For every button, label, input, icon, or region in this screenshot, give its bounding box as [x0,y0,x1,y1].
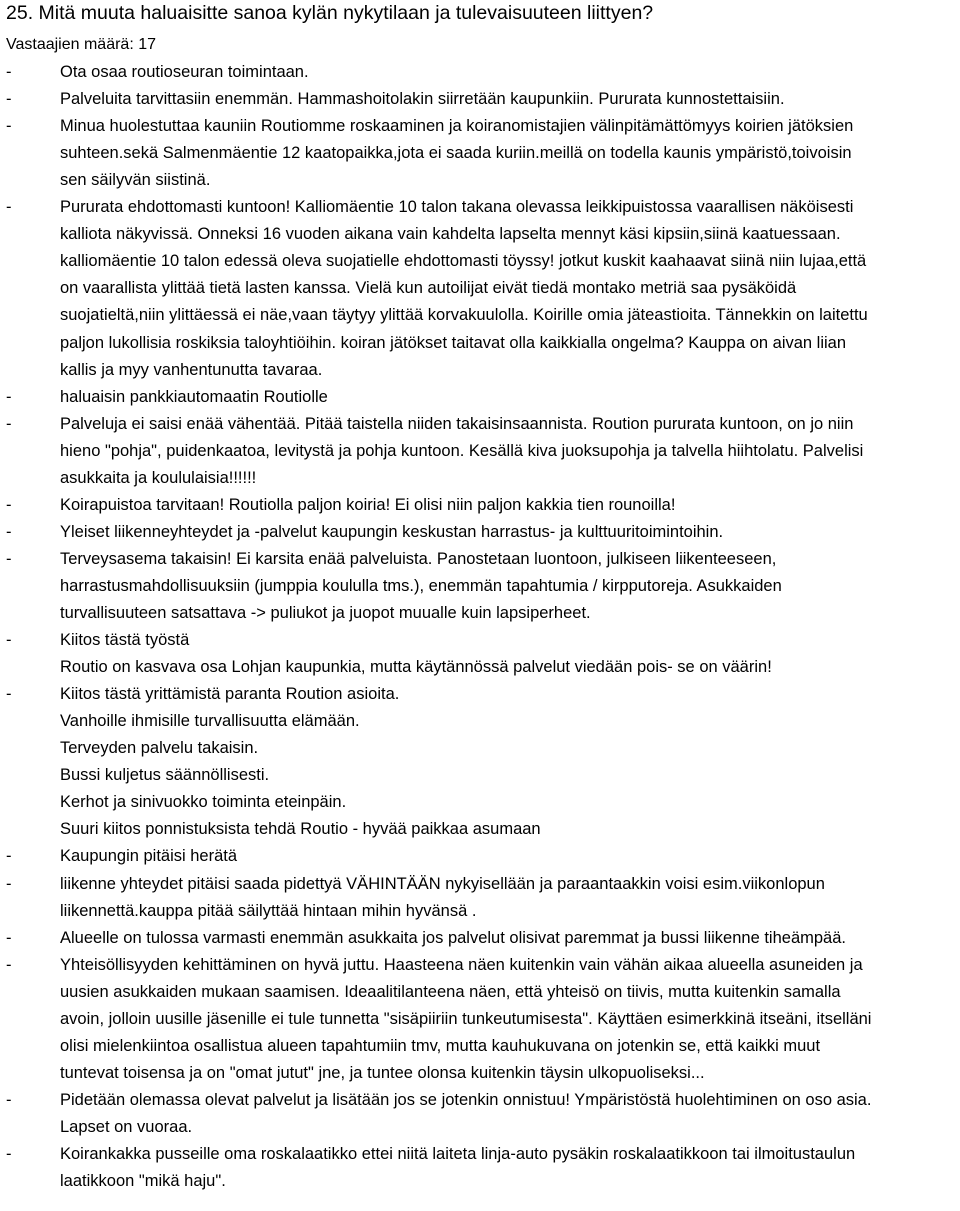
bullet-dash: - [6,1090,12,1109]
answer-line: on vaarallista ylittää tietä lasten kanssa. Vielä kun autoilijat eivät tiedä montako metriä saa pysäköidä [60,279,797,298]
answer-line: Koirankakka pusseille oma roskalaatikko ettei niitä laiteta linja-auto pysäkin roskalaatikkoon tai ilmoitustaulun [60,1145,856,1163]
answer-line: avoin, jolloin uusille jäsenille ei tule tunnetta "sisäpiiriin tunkeutumisesta". Käyttäen esimerkkinä itseäni, itselläni [60,1009,872,1028]
answer-line: turvallisuuteen satsattava -> puliukot ja juopot muualle kuin lapsiperheet. [60,604,591,622]
respondent-count: Vastaajien määrä: 17 [6,36,157,53]
answer-line: Yleiset liikenneyhteydet ja -palvelut kaupungin keskustan harrastus- ja kulttuuritoimintoihin. [60,522,724,541]
answer-line: hieno "pohja", puidenkaatoa, levitystä ja pohja kuntoon. Kesällä kiva juoksupohja ja talvella hiihtolatu. Palvelisi [60,441,864,460]
bullet-dash: - [6,387,12,406]
answer-line: liikenne yhteydet pitäisi saada pidettyä VÄHINTÄÄN nykyisellään ja paraantaakkin voisi esim.viikonlopun [60,874,825,893]
bullet-dash: - [6,117,12,136]
answer-line: Minua huolestuttaa kauniin Routiomme roskaaminen ja koiranomistajien välinpitämättömyys koirien jätöksien [60,117,854,136]
bullet-dash: - [6,1145,12,1163]
bullet-dash: - [6,685,12,704]
bullet-dash: - [6,874,12,893]
answer-line: harrastusmahdollisuuksiin (jumppia koululla tms.), enemmän tapahtumia / kirpputoreja. Asukkaiden [60,576,782,595]
answer-line: Kiitos tästä yrittämistä paranta Roution asioita. [60,685,400,704]
answer-line: Terveysasema takaisin! Ei karsita enää palveluista. Panostetaan luontoon, julkiseen liikenteeseen, [60,549,777,568]
answer-line: Pururata ehdottomasti kuntoon! Kalliomäentie 10 talon takana olevassa leikkipuistossa vaarallisen näköisesti [60,198,854,217]
answer-line: Terveyden palvelu takaisin. [60,739,259,758]
bullet-dash: - [6,198,12,217]
bullet-dash: - [6,847,12,866]
answer-line: tuntevat toisensa ja on "omat jutut" jne, ja tuntee olonsa kuitenkin täysin ulkopuoliseksi... [60,1063,705,1082]
answer-line: Routio on kasvava osa Lohjan kaupunkia, mutta käytännössä palvelut viedään pois- se on väärin! [60,658,772,677]
answer-line: Ota osaa routioseuran toimintaan. [60,63,309,81]
answer-line: Kerhot ja sinivuokko toiminta eteinpäin. [60,793,347,812]
bullet-dash: - [6,955,12,974]
answer-line: haluaisin pankkiautomaatin Routiolle [60,387,328,406]
answer-line: Pidetään olemassa olevat palvelut ja lisätään jos se jotenkin onnistuu! Ympäristöstä huolehtiminen on oso asia. [60,1090,872,1109]
answer-line: sen säilyvän siistinä. [60,171,211,190]
bullet-dash: - [6,90,12,109]
answer-line: kalliota näkyvissä. Onneksi 16 vuoden aikana vain kahdelta lapselta mennyt käsi kipsiin,siinä kaatuessaan. [60,225,841,244]
answer-line: Kaupungin pitäisi herätä [60,847,238,866]
bullet-dash: - [6,549,12,568]
answer-line: Lapset on vuoraa. [60,1117,193,1136]
bullet-dash: - [6,495,12,514]
answer-line: Vanhoille ihmisille turvallisuutta elämään. [60,712,360,731]
answer-line: Bussi kuljetus säännöllisesti. [60,766,270,785]
answer-line: paljon lukollisia roskiksia taloyhtiöihin. koiran jätökset taitavat olla kaikkialla ongelma? Kauppa on aivan liian [60,333,847,352]
bullet-dash: - [6,63,12,81]
answer-line: laatikkoon "mikä haju". [60,1172,226,1191]
bullet-dash: - [6,631,12,650]
bullet-dash: - [6,414,12,433]
answer-line: Kiitos tästä työstä [60,631,190,650]
answer-line: Suuri kiitos ponnistuksista tehdä Routio - hyvää paikkaa asumaan [60,820,541,839]
answer-line: olisi mielenkiintoa osallistua alueen tapahtumiin tmv, mutta kauhukuvana on jotenkin se, että kaikki muut [60,1036,821,1055]
answer-line: kallis ja myy vanhentunutta tavaraa. [60,360,323,379]
answer-line: suhteen.sekä Salmenmäentie 12 kaatopaikka,jota ei saada kuriin.meillä on todella kaunis ympäristö,toivoisin [60,144,852,163]
answer-line: Alueelle on tulossa varmasti enemmän asukkaita jos palvelut olisivat paremmat ja bussi liikenne tiheämpää. [60,928,846,947]
bullet-dash: - [6,928,12,947]
answer-line: Koirapuistoa tarvitaan! Routiolla paljon koiria! Ei olisi niin paljon kakkia tien rounoilla! [60,495,676,514]
answer-line: Palveluja ei saisi enää vähentää. Pitää taistella niiden takaisinsaannista. Roution pururata kuntoon, on jo niin [60,414,854,433]
answer-line: uusien asukkaiden mukaan saamisen. Ideaalitilanteena näen, että yhteisö on tiivis, mutta kuitenkin samalla [60,982,841,1001]
question-title: 25. Mitä muuta haluaisitte sanoa kylän nykytilaan ja tulevaisuuteen liittyen? [6,2,654,24]
answer-line: suojatieltä,niin ylittäessä ei näe,vaan täytyy ylittää korvakuulolla. Koirille omia jäteastioita. Tännekkin on laitettu [60,306,868,325]
answer-line: Palveluita tarvittasiin enemmän. Hammashoitolakin siirretään kaupunkiin. Pururata kunnostettaisiin. [60,90,785,109]
answer-line: kalliomäentie 10 talon edessä oleva suojatielle ehdottomasti töyssy! jotkut kuskit kaahaavat siinä niin lujaa,että [60,252,867,271]
answer-line: liikennettä.kauppa pitää säilyttää hintaan mihin hyvänsä . [60,901,477,920]
bullet-dash: - [6,522,12,541]
answer-line: asukkaita ja koululaisia!!!!!! [60,468,257,487]
answer-line: Yhteisöllisyyden kehittäminen on hyvä juttu. Haasteena näen kuitenkin vain vähän aikaa alueella asuneiden ja [60,955,863,974]
